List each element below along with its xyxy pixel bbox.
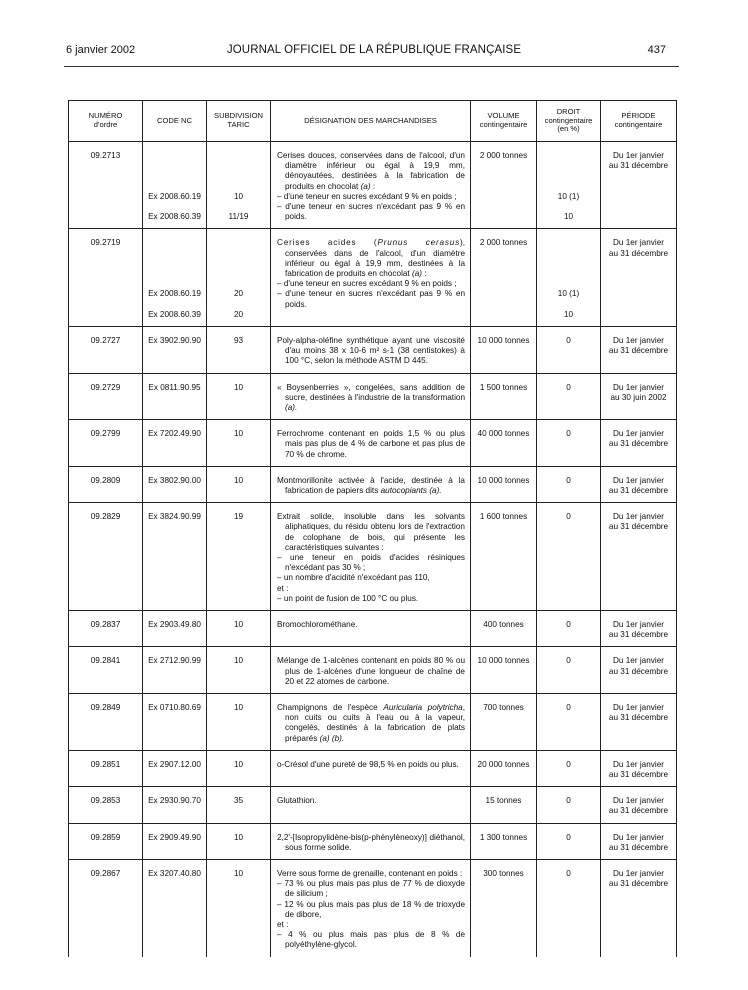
header-rule bbox=[64, 66, 679, 67]
taric-code: 10 bbox=[233, 832, 244, 842]
designation-text: Mélange de 1-alcènes contenant en poids 80 % ou plus de 1-alcènes d'une longueur de chaîne de 20 et 22 atomes de carbone. bbox=[277, 656, 465, 686]
volume-value: 1 600 tonnes bbox=[479, 512, 528, 522]
designation-item: – d'une teneur en sucres excédant 9 % en poids ; bbox=[277, 191, 457, 201]
taric-code: 35 bbox=[233, 796, 244, 806]
period-end: au 31 décembre bbox=[608, 439, 669, 449]
nc-code: Ex 2008.60.39 bbox=[148, 212, 201, 222]
nc-code: Ex 2909.49.90 bbox=[148, 832, 201, 842]
designation-text: Cerises acides (Prunus cerasus), conservées dans de l'alcool, d'un diamètre inférieur ou égal à 19,9 mm, destinées à la fabrication de produits en chocolat (a) : bbox=[277, 238, 466, 279]
volume-value: 2 000 tonnes bbox=[479, 151, 528, 160]
period-end: au 30 juin 2002 bbox=[610, 392, 667, 402]
period-start: Du 1er janvier bbox=[613, 475, 664, 485]
droit-value: 0 bbox=[566, 703, 571, 713]
row-number: 09.2799 bbox=[90, 429, 121, 439]
designation-item: – 12 % ou plus mais pas plus de 18 % de trioxyde de dibore, bbox=[277, 899, 465, 919]
nc-code: Ex 2008.60.39 bbox=[148, 309, 201, 319]
volume-value: 20 000 tonnes bbox=[477, 759, 530, 769]
row-number: 09.2867 bbox=[90, 869, 121, 879]
nc-code: Ex 2930.90.70 bbox=[148, 796, 201, 806]
designation-item: – un nombre d'acidité n'excédant pas 110, bbox=[277, 573, 430, 583]
table-row bbox=[69, 326, 677, 373]
nc-code: Ex 0710.80.69 bbox=[148, 703, 201, 713]
nc-code: Ex 3824.90.99 bbox=[148, 512, 201, 522]
volume-value: 10 000 tonnes bbox=[477, 335, 530, 345]
droit-value: 0 bbox=[566, 656, 571, 666]
droit-value: 0 bbox=[566, 335, 571, 345]
designation-item: – 4 % ou plus mais pas plus de 8 % de polyéthylène-glycol. bbox=[277, 930, 465, 950]
period-start: Du 1er janvier bbox=[613, 703, 664, 713]
header-page-number: 437 bbox=[647, 44, 666, 56]
table-row bbox=[69, 229, 677, 327]
designation-text: Champignons de l'espèce Auricularia polytricha, non cuits ou cuits à l'eau ou à la vapeur, congelés, destinés à la fabrication de plats préparés (a) (b). bbox=[277, 703, 466, 743]
droit-value: 0 bbox=[566, 869, 571, 879]
designation-text: 2,2'-[Isopropylidène-bis(p-phénylèneoxy)] diéthanol, sous forme solide. bbox=[277, 832, 465, 852]
nc-code: Ex 2903.49.80 bbox=[148, 620, 201, 630]
droit-value: 0 bbox=[566, 429, 571, 439]
designation-text: Verre sous forme de grenaille, contenant en poids : bbox=[277, 869, 463, 879]
table-row bbox=[69, 823, 677, 859]
header-date: 6 janvier 2002 bbox=[66, 44, 136, 56]
volume-value: 10 000 tonnes bbox=[477, 656, 530, 666]
nc-code: Ex 3802.90.00 bbox=[148, 475, 201, 485]
designation-text: Bromochlorométhane. bbox=[277, 620, 358, 630]
nc-code: Ex 0811.90.95 bbox=[148, 382, 201, 392]
period-end: au 31 décembre bbox=[608, 485, 669, 495]
period-start: Du 1er janvier bbox=[613, 151, 664, 160]
col-header-code: CODE NC bbox=[143, 101, 207, 142]
designation-item: – un point de fusion de 100 °C ou plus. bbox=[277, 593, 419, 603]
taric-code: 10 bbox=[233, 759, 244, 769]
taric-code: 10 bbox=[233, 429, 244, 439]
droit-value: 10 bbox=[563, 212, 574, 222]
droit-value: 0 bbox=[566, 475, 571, 485]
period-start: Du 1er janvier bbox=[613, 382, 664, 392]
nc-code: Ex 2008.60.19 bbox=[148, 191, 201, 201]
period-end: au 31 décembre bbox=[608, 346, 669, 356]
volume-value: 1 300 tonnes bbox=[479, 832, 528, 842]
period-end: au 31 décembre bbox=[608, 630, 669, 640]
period-start: Du 1er janvier bbox=[613, 238, 664, 248]
table-row bbox=[69, 503, 677, 611]
designation-item: – une teneur en poids d'acides résiniques n'excédant pas 30 % ; bbox=[277, 553, 465, 573]
col-header-subdivision: SUBDIVISION TARIC bbox=[207, 101, 271, 142]
header-journal-title: JOURNAL OFFICIEL DE LA RÉPUBLIQUE FRANÇAISE bbox=[226, 44, 522, 56]
droit-value: 0 bbox=[566, 382, 571, 392]
taric-code: 93 bbox=[233, 335, 244, 345]
designation-text: Montmorillonite activée à l'acide, destinée à la fabrication de papiers dits autocopiants (a). bbox=[277, 475, 465, 495]
nc-code: Ex 7202.49.90 bbox=[148, 429, 201, 439]
col-header-periode: PÉRIODE contingentaire bbox=[601, 101, 677, 142]
designation-text: Glutathion. bbox=[277, 796, 317, 806]
designation-item: et : bbox=[277, 920, 289, 930]
nc-code: Ex 3902.90.90 bbox=[148, 335, 201, 345]
row-number: 09.2837 bbox=[90, 620, 121, 630]
row-number: 09.2859 bbox=[90, 832, 121, 842]
period-start: Du 1er janvier bbox=[613, 335, 664, 345]
col-header-volume: VOLUME contingentaire bbox=[471, 101, 537, 142]
volume-value: 40 000 tonnes bbox=[477, 429, 530, 439]
row-number: 09.2849 bbox=[90, 703, 121, 713]
taric-code: 20 bbox=[233, 309, 244, 319]
col-header-numero: NUMÉRO d'ordre bbox=[69, 101, 143, 142]
period-end: au 31 décembre bbox=[608, 770, 669, 780]
period-end: au 31 décembre bbox=[608, 248, 669, 258]
row-number: 09.2729 bbox=[90, 382, 121, 392]
period-start: Du 1er janvier bbox=[613, 512, 664, 522]
volume-value: 1 500 tonnes bbox=[479, 382, 528, 392]
nc-code: Ex 3207.40.80 bbox=[148, 869, 201, 879]
nc-code: Ex 2008.60.19 bbox=[148, 289, 201, 299]
droit-value: 0 bbox=[566, 620, 571, 630]
period-start: Du 1er janvier bbox=[613, 656, 664, 666]
period-end: au 31 décembre bbox=[608, 842, 669, 852]
designation-item: – d'une teneur en sucres n'excédant pas 9 % en poids. bbox=[277, 289, 465, 309]
droit-value: 10 (1) bbox=[557, 289, 580, 299]
period-end: au 31 décembre bbox=[608, 879, 669, 889]
period-start: Du 1er janvier bbox=[613, 869, 664, 879]
taric-code: 19 bbox=[233, 512, 244, 522]
row-number: 09.2727 bbox=[90, 335, 121, 345]
droit-value: 10 (1) bbox=[557, 191, 580, 201]
droit-value: 0 bbox=[566, 512, 571, 522]
taric-code: 10 bbox=[233, 620, 244, 630]
taric-code: 20 bbox=[233, 289, 244, 299]
designation-text: Ferrochrome contenant en poids 1,5 % ou plus mais pas plus de 4 % de carbone et pas plus de 70 % de chrome. bbox=[277, 429, 465, 459]
period-end: au 31 décembre bbox=[608, 806, 669, 816]
table-row bbox=[69, 750, 677, 786]
period-start: Du 1er janvier bbox=[613, 832, 664, 842]
taric-code: 10 bbox=[233, 703, 244, 713]
designation-text: Cerises douces, conservées dans de l'alcool, d'un diamètre inférieur ou égal à 19,9 mm, dénoyautées, destinées à la fabrication de produits en chocolat (a) : bbox=[277, 151, 465, 191]
designation-item: – d'une teneur en sucres n'excédant pas 9 % en poids. bbox=[277, 202, 465, 222]
period-end: au 31 décembre bbox=[608, 666, 669, 676]
row-number: 09.2719 bbox=[90, 238, 121, 248]
taric-code: 10 bbox=[233, 869, 244, 879]
quota-table bbox=[68, 100, 677, 957]
table-row bbox=[69, 787, 677, 823]
table-header-row bbox=[69, 101, 677, 142]
designation-text: Extrait solide, insoluble dans les solvants aliphatiques, du résidu obtenu lors de l'extraction de colophane de bois, qui présente les caractéristiques suivantes : bbox=[277, 512, 465, 552]
period-end: au 31 décembre bbox=[608, 522, 669, 532]
period-start: Du 1er janvier bbox=[613, 429, 664, 439]
table-row bbox=[69, 611, 677, 647]
table-row bbox=[69, 466, 677, 502]
droit-value: 10 bbox=[563, 309, 574, 319]
period-start: Du 1er janvier bbox=[613, 759, 664, 769]
period-end: au 31 décembre bbox=[608, 713, 669, 723]
table-row bbox=[69, 694, 677, 751]
designation-item: et : bbox=[277, 583, 289, 593]
volume-value: 700 tonnes bbox=[483, 703, 524, 713]
period-start: Du 1er janvier bbox=[613, 620, 664, 630]
row-number: 09.2841 bbox=[90, 656, 121, 666]
volume-value: 400 tonnes bbox=[483, 620, 524, 630]
taric-code: 10 bbox=[233, 382, 244, 392]
table-row bbox=[69, 142, 677, 229]
table-row bbox=[69, 373, 677, 420]
designation-text: o-Crésol d'une pureté de 98,5 % en poids ou plus. bbox=[277, 759, 459, 769]
volume-value: 300 tonnes bbox=[483, 869, 524, 879]
row-number: 09.2851 bbox=[90, 759, 121, 769]
row-number: 09.2809 bbox=[90, 475, 121, 485]
period-start: Du 1er janvier bbox=[613, 796, 664, 806]
droit-value: 0 bbox=[566, 832, 571, 842]
designation-text: Poly-alpha-oléfine synthétique ayant une viscosité d'au moins 38 x 10-6 m² s-1 (38 centistokes) à 100 °C, selon la méthode ASTM D 445. bbox=[277, 335, 465, 366]
col-header-designation: DÉSIGNATION DES MARCHANDISES bbox=[271, 101, 471, 142]
taric-code: 10 bbox=[233, 656, 244, 666]
row-number: 09.2829 bbox=[90, 512, 121, 522]
row-number: 09.2713 bbox=[90, 151, 121, 160]
volume-value: 2 000 tonnes bbox=[479, 238, 528, 248]
taric-code: 11/19 bbox=[228, 212, 249, 222]
nc-code: Ex 2907.12.00 bbox=[148, 759, 201, 769]
table-row bbox=[69, 420, 677, 467]
taric-code: 10 bbox=[233, 191, 244, 201]
designation-item: – d'une teneur en sucres excédant 9 % en poids ; bbox=[277, 279, 457, 289]
droit-value: 0 bbox=[566, 759, 571, 769]
row-number: 09.2853 bbox=[90, 796, 121, 806]
designation-item: – 73 % ou plus mais pas plus de 77 % de dioxyde de silicium ; bbox=[277, 879, 465, 899]
taric-code: 10 bbox=[233, 475, 244, 485]
designation-text: « Boysenberries », congelées, sans addition de sucre, destinées à l'industrie de la transformation (a). bbox=[277, 382, 465, 412]
nc-code: Ex 2712.90.99 bbox=[148, 656, 201, 666]
period-end: au 31 décembre bbox=[608, 161, 669, 171]
droit-value: 0 bbox=[566, 796, 571, 806]
volume-value: 10 000 tonnes bbox=[477, 475, 530, 485]
col-header-droit: DROIT contingentaire (en %) bbox=[537, 101, 601, 142]
table-row bbox=[69, 647, 677, 694]
volume-value: 15 tonnes bbox=[485, 796, 522, 806]
table-row bbox=[69, 860, 677, 957]
